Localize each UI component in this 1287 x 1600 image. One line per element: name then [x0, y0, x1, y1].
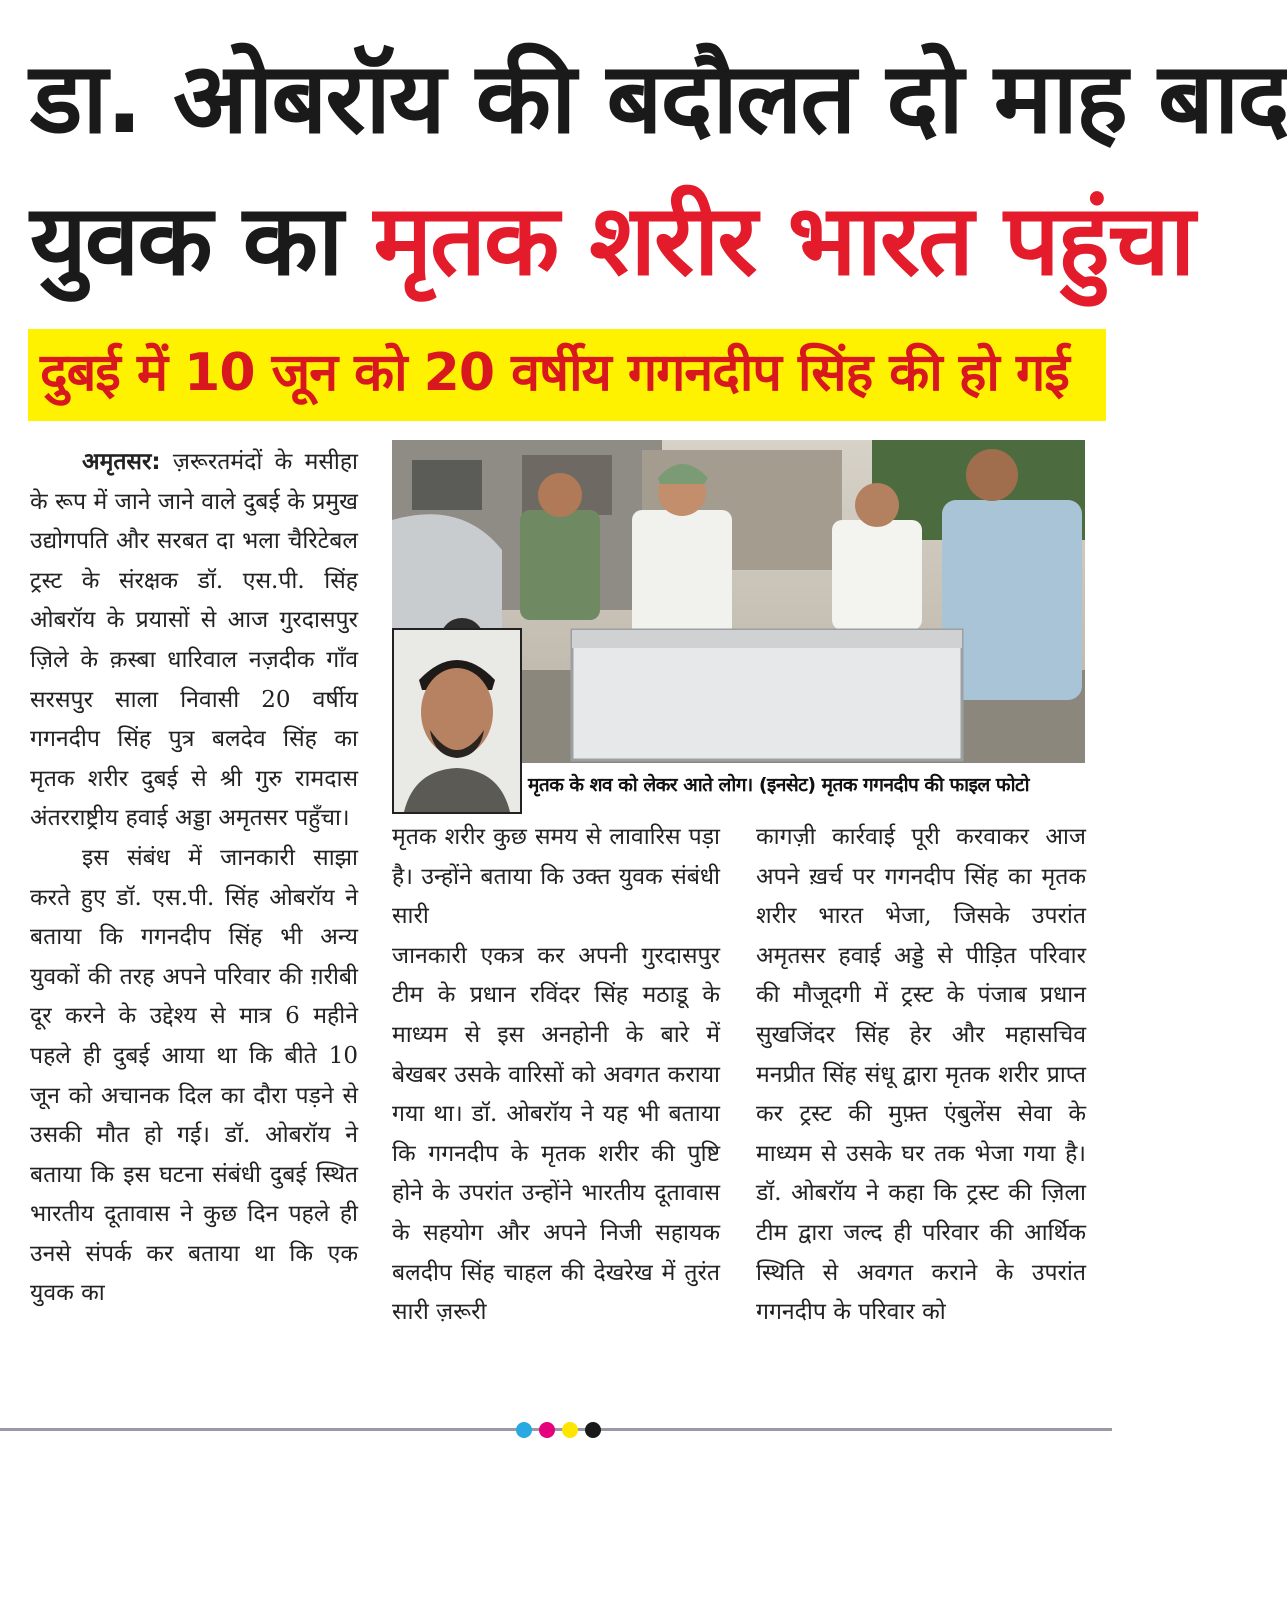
headline-line-2-red: मृतक शरीर भारत पहुंचा: [373, 184, 1194, 298]
magenta-dot: [539, 1422, 555, 1438]
article-column-2-text-a: मृतक शरीर कुछ समय से लावारिस पड़ा है। उन्होंने बताया कि उक्त युवक संबंधी सारी: [392, 824, 720, 930]
cyan-dot: [516, 1422, 532, 1438]
article-column-1: [30, 443, 358, 1403]
yellow-dot: [562, 1422, 578, 1438]
article-paragraph-1: [30, 443, 358, 839]
subheadline-text: दुबई में 10 जून को 20 वर्षीय गगनदीप सिंह की हो गई: [40, 343, 1069, 403]
headline-line-1: डा. ओबरॉय की बदौलत दो माह बाद: [30, 42, 1287, 156]
article-column-3-text: कागज़ी कार्रवाई पूरी करवाकर आज अपने ख़र्च पर गगनदीप सिंह का मृतक शरीर भारत भेजा, जिसके उपरांत अमृतसर हवाई अड्डे से पीड़ित परिवार की मौजूदगी में ट्रस्ट के पंजाब प्रधान सुखजिंदर सिंह हेर और महासचिव मनप्रीत सिंह संधू द्वारा मृतक शरीर प्राप्त कर ट्रस्ट की मुफ़्त एंबुलेंस सेवा के माध्यम से उसके घर तक भेजा गया है। डॉ. ओबरॉय ने कहा कि ट्रस्ट की ज़िला टीम द्वारा जल्द ही परिवार की आर्थिक स्थिति से अवगत कराने के उपरांत गगनदीप के परिवार को: [756, 824, 1086, 1326]
photo-caption: मृतक के शव को लेकर आते लोग। (इनसेट) मृतक गगनदीप की फाइल फोटो: [528, 774, 1029, 796]
inset-portrait-illustration: [394, 630, 520, 812]
black-dot: [585, 1422, 601, 1438]
headline-line-2: [30, 184, 1194, 298]
article-column-2-text-b: जानकारी एकत्र कर अपनी गुरदासपुर टीम के प्रधान रविंदर सिंह मठाडू के माध्यम से इस अनहोनी के बारे में बेखबर उसके वारिसों को अवगत कराया गया था। डॉ. ओबरॉय ने यह भी बताया कि गगनदीप के मृतक शरीर की पुष्टि होने के उपरांत उन्होंने भारतीय दूतावास के सहयोग और अपने निजी सहायक बलदीप सिंह चाहल की देखरेख में तुरंत सारी ज़रूरी: [392, 942, 720, 1326]
article-column-2: [392, 818, 720, 1398]
dateline: अमृतसर:: [82, 449, 161, 475]
subheadline-strap: [28, 329, 1106, 421]
article-paragraph-1-text: ज़रूरतमंदों के मसीहा के रूप में जाने जाने वाले दुबई के प्रमुख उद्योगपति और सरबत दा भला चैरिटेबल ट्रस्ट के संरक्षक डॉ. एस.पी. सिंह ओबरॉय के प्रयासों से आज गुरदासपुर ज़िले के क़स्बा धारिवाल नज़दीक गाँव सरसपुर साला निवासी 20 वर्षीय गगनदीप सिंह पुत्र बलदेव सिंह का मृतक शरीर दुबई से श्री गुरु रामदास अंतरराष्ट्रीय हवाई अड्डा अमृतसर पहुँचा।: [30, 449, 358, 832]
headline-line-2-black: युवक का: [30, 184, 374, 298]
article-paragraph-2: इस संबंध में जानकारी साझा करते हुए डॉ. एस.पी. सिंह ओबरॉय ने बताया कि गगनदीप सिंह भी अन्य युवकों की तरह अपने परिवार की ग़रीबी दूर करने के उद्देश्य से मात्र 6 महीने पहले ही दुबई आया था कि बीते 10 जून को अचानक दिल का दौरा पड़ने से उसकी मौत हो गई। डॉ. ओबरॉय ने बताया कि इस घटना संबंधी दुबई स्थित भारतीय दूतावास ने कुछ दिन पहले ही उनसे संपर्क कर बताया था कि एक युवक का: [30, 844, 358, 1307]
color-registration-dots: [516, 1422, 603, 1438]
article-column-3: [756, 818, 1086, 1398]
inset-photo: [392, 628, 522, 814]
